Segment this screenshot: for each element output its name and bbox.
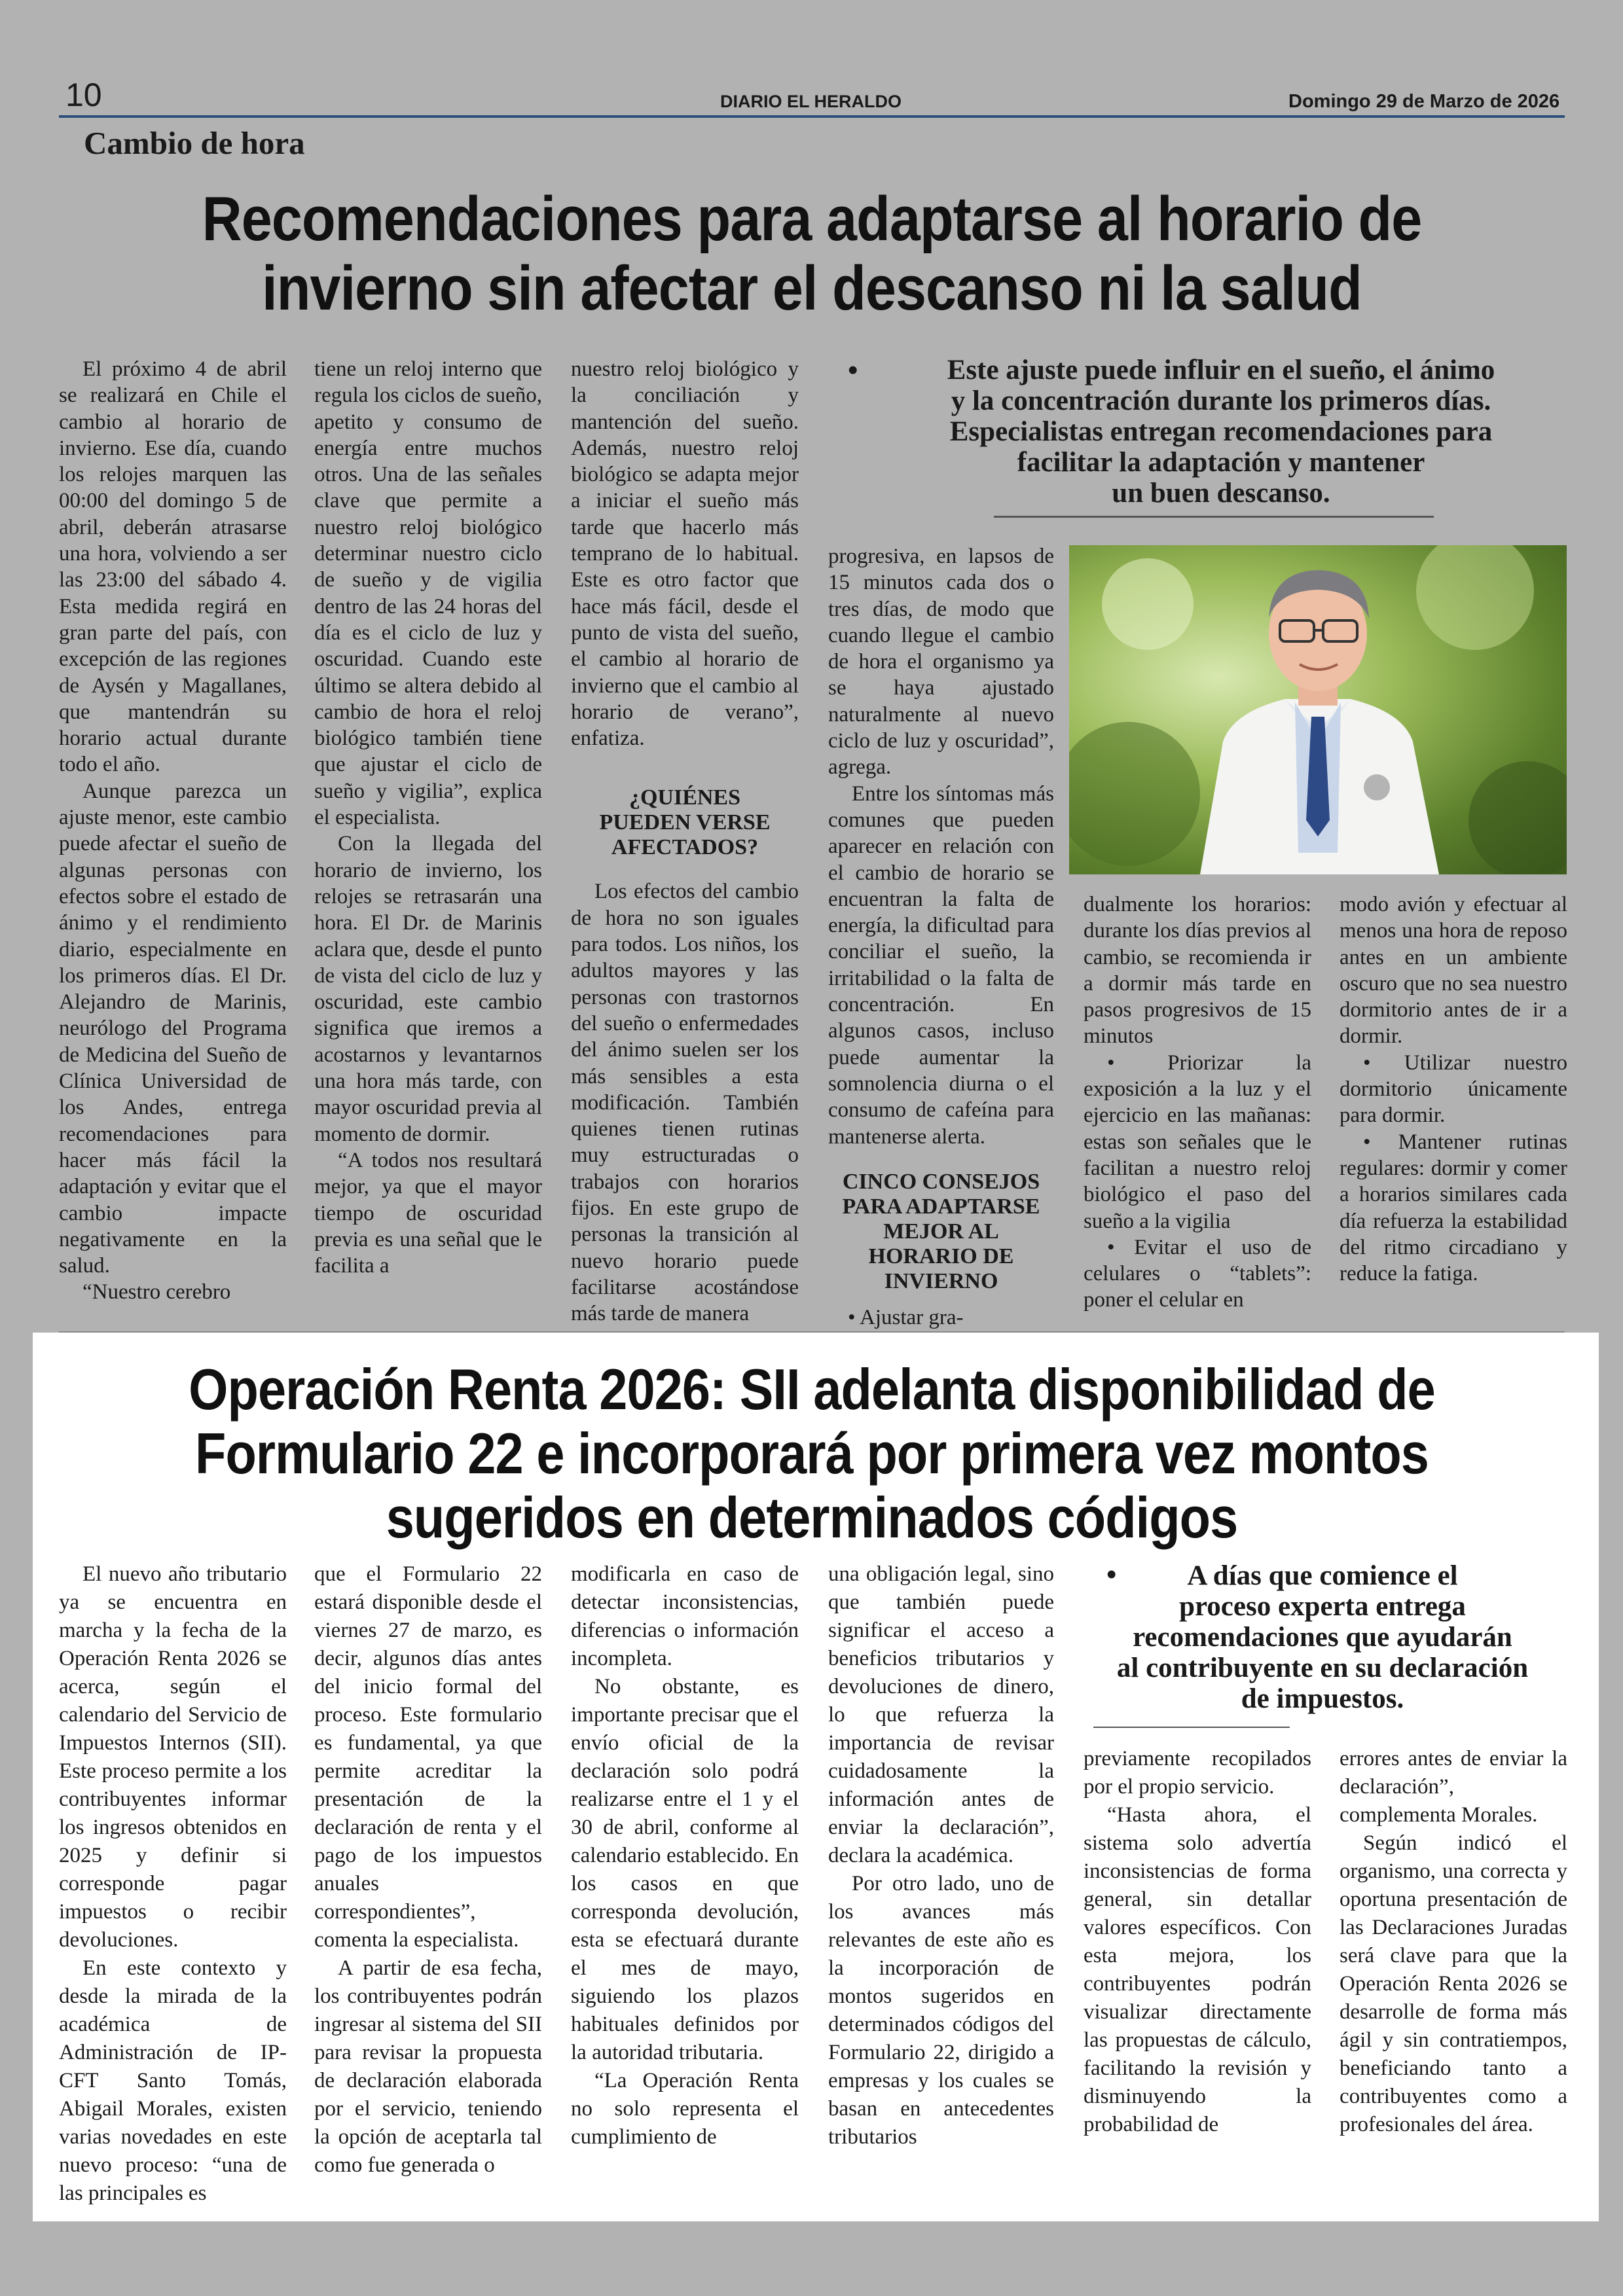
- article1-headline-line1: Recomendaciones para adaptarse al horario de: [202, 184, 1422, 254]
- paragraph: “A todos nos resultará mejor, ya que el mayor tiempo de oscuridad previa es una señal que le facilita a: [314, 1148, 542, 1278]
- paragraph: modo avión y efectuar al menos una hora de reposo antes en un ambiente oscuro que no sea nuestro dormitorio antes de ir a dormir.: [1340, 893, 1567, 1049]
- issue-date: Domingo 29 de Marzo de 2026: [1288, 91, 1560, 112]
- article1-col5: [1084, 891, 1311, 1314]
- article2-col1: [59, 1560, 287, 2208]
- lead2-rule: [1093, 1727, 1290, 1728]
- article2-col5: [1084, 1745, 1311, 2139]
- lead-line: un buen descanso.: [1112, 478, 1330, 509]
- paragraph: Entre los síntomas más comunes que pueden aparecer en relación con el cambio de horario se encuentran la falta de energía, la dificultad para conciliar el sueño, la irritabilidad o la falta de concentración. En algunos casos, incluso puede aumentar la somnolencia diurna o el consumo de cafeína para mantenerse alerta.: [828, 781, 1054, 1149]
- paragraph: modificarla en caso de detectar inconsistencias, diferencias o información incompleta.: [571, 1562, 799, 1670]
- article2-headline: [155, 1357, 1468, 1550]
- article1-col1: [59, 356, 287, 1306]
- doctor-portrait-illustration: [1069, 545, 1567, 874]
- paragraph: Por otro lado, uno de los avances más relevantes de este año es la incorporación de montos sugeridos en determinados códigos del Formulario 22, dirigido a empresas y los cuales se basan en antecedentes tributarios: [828, 1872, 1054, 2149]
- paragraph: tiene un reloj interno que regula los ciclos de sueño, apetito y consumo de energía entre muchos otros. Una de las señales clave que permite a nuestro reloj biológico determinar nuestro ciclo de sueño y de vigilia dentro de las 24 horas del día es el ciclo de luz y oscuridad. Cuando este último se altera debido al cambio de hora el reloj biológico también tiene que ajustar el ciclo de sueño y vigilia”, explica el especialista.: [314, 357, 542, 830]
- lead-rule: [994, 516, 1434, 518]
- paragraph: El nuevo año tributario ya se encuentra en marcha y la fecha de la Operación Renta 2026 se acerca, según el calendario del Servicio de Impuestos Internos (SII). Este proceso permite a los contribuyentes informar los ingresos obtenidos en 2025 y definir si corresponde pagar impuestos o recibir devoluciones.: [59, 1562, 287, 1952]
- paper-name: DIARIO EL HERALDO: [720, 92, 902, 111]
- paragraph: Según indicó el organismo, una correcta y oportuna presentación de las Declaraciones Juradas será clave para que la Operación Renta 2026 se desarrolle de forma más ágil y sin contratiempos, beneficiando tanto a contribuyentes como a profesionales del área.: [1340, 1831, 1567, 2136]
- article1-col3: [571, 356, 799, 1327]
- paragraph: El próximo 4 de abril se realizará en Chile el cambio al horario de invierno. Ese día, cuando los relojes marquen las 00:00 del domingo 5 de abril, deberán atrasarse una hora, volviendo a ser las 23:00 del sábado 4. Esta medida regirá en gran parte del país, con excepción de las regiones de Aysén y Magallanes, que mantendrán su horario actual durante todo el año.: [59, 357, 287, 777]
- subhead-quienes: ¿QUIÉNES PUEDEN VERSE AFECTADOS?: [599, 785, 771, 860]
- paragraph: errores antes de enviar la declaración”, complementa Morales.: [1340, 1747, 1567, 1827]
- paragraph: • Utilizar nuestro dormitorio únicamente para dormir.: [1340, 1050, 1567, 1128]
- paragraph: • Ajustar gra-: [848, 1305, 964, 1329]
- article1-col2: [314, 356, 542, 1279]
- lead-bullet: •: [848, 354, 858, 386]
- paragraph: No obstante, es importante precisar que el envío oficial de la declaración solo podrá realizarse entre el 1 y el 30 de abril, conforme al calendario establecido. En los casos en que corresponda devolución, esta se efectuará durante el mes de mayo, siguiendo los plazos habituales definidos por la autoridad tributaria.: [571, 1675, 799, 2064]
- page-number: 10: [65, 77, 102, 113]
- lead-line: Este ajuste puede influir en el sueño, el ánimo: [947, 355, 1495, 386]
- article1-headline-line2: invierno sin afectar el descanso ni la salud: [262, 253, 1362, 323]
- lead-line: recomendaciones que ayudarán: [1133, 1622, 1512, 1653]
- paragraph: • Mantener rutinas regulares: dormir y comer a horarios similares cada día refuerza la estabilidad del ritmo circadiano y reduce la fatiga.: [1340, 1130, 1567, 1286]
- article2-headline-line3: sugeridos en determinados códigos: [386, 1485, 1238, 1550]
- article1-col6: [1340, 891, 1567, 1287]
- paragraph: nuestro reloj biológico y la conciliación y mantención del sueño. Además, nuestro reloj biológico se adapta mejor a iniciar el sueño más tarde que hacerlo más temprano de lo habitual. Este es otro factor que hace más fácil, desde el punto de vista del sueño, el cambio al horario de invierno que el cambio al horario de verano”, enfatiza.: [571, 357, 799, 751]
- paragraph: previamente recopilados por el propio servicio.: [1084, 1747, 1311, 1799]
- paragraph: “Hasta ahora, el sistema solo advertía inconsistencias de forma general, sin detallar valores específicos. Con esta mejora, los contribuyentes podrán visualizar directamente las propuestas de cálculo, facilitando la revisión y disminuyendo la probabilidad de: [1084, 1803, 1311, 2136]
- lead-line: al contribuyente en su declaración: [1116, 1653, 1529, 1683]
- paragraph: una obligación legal, sino que también puede significar el acceso a beneficios tributarios y devoluciones de dinero, lo que refuerza la importancia de revisar cuidadosamente la información antes de enviar la declaración”, declara la académica.: [828, 1562, 1054, 1867]
- paragraph: Los efectos del cambio de hora no son iguales para todos. Los niños, los adultos mayores y las personas con trastornos del sueño o enfermedades del ánimo suelen ser los más sensibles a esta modificación. También quienes tienen rutinas muy estructuradas o trabajos con horarios fijos. En este grupo de personas la transición al nuevo horario puede facilitarse acostándose más tarde de manera: [571, 880, 799, 1326]
- article2-col2: [314, 1560, 542, 2179]
- header-rule: [59, 115, 1565, 118]
- paragraph: “Nuestro cerebro: [82, 1280, 231, 1304]
- paragraph: que el Formulario 22 estará disponible desde el viernes 27 de marzo, es decir, algunos días antes del inicio formal del proceso. Este formulario es fundamental, ya que permite acreditar la presentación de la declaración de renta y el pago de los impuestos anuales correspondientes”, comenta la especialista.: [314, 1562, 542, 1952]
- subhead-consejos: CINCO CONSEJOS PARA ADAPTARSE MEJOR AL HORARIO DE INVIERNO: [842, 1169, 1040, 1293]
- lead-line: Especialistas entregan recomendaciones para: [949, 416, 1493, 447]
- lead-line: facilitar la adaptación y mantener: [1017, 447, 1425, 478]
- article2-headline-line2: Formulario 22 e incorporará por primera vez montos: [195, 1421, 1429, 1486]
- article1-headline: [155, 185, 1468, 323]
- article1-col4: [828, 543, 1054, 1331]
- paragraph: progresiva, en lapsos de 15 minutos cada dos o tres días, de modo que cuando llegue el cambio de hora el organismo ya se haya ajustado naturalmente al nuevo ciclo de luz y oscuridad”, agrega.: [828, 545, 1054, 780]
- article2-lead: [1080, 1560, 1565, 1714]
- paragraph: En este contexto y desde la mirada de la académica de Administración de IP-CFT Santo Tomás, Abigail Morales, existen varias novedades en este nuevo proceso: “una de las principales es: [59, 1956, 287, 2205]
- paragraph: • Priorizar la exposición a la luz y el ejercicio en las mañanas: estas son señales que le facilitan a nuestro reloj biológico el paso del sueño a la vigilia: [1084, 1050, 1311, 1233]
- lead-line: y la concentración durante los primeros días.: [951, 386, 1491, 416]
- paragraph: Con la llegada del horario de invierno, los relojes se retrasarán una hora. El Dr. de Marinis aclara que, desde el punto de vista del ciclo de luz y oscuridad, este cambio significa que iremos a acostarnos y levantarnos una hora más tarde, con mayor oscuridad previa al momento de dormir.: [314, 832, 542, 1146]
- doctor-photo: [1069, 545, 1567, 874]
- paragraph: • Evitar el uso de celulares o “tablets”: poner el celular en: [1084, 1235, 1311, 1312]
- lead-line: de impuestos.: [1241, 1683, 1404, 1714]
- paragraph: Aunque parezca un ajuste menor, este cambio puede afectar el sueño de algunas personas con efectos sobre el estado de ánimo y el rendimiento diario, especialmente en los primeros días. El Dr. Alejandro de Marinis, neurólogo del Programa de Medicina del Sueño de Clínica Universidad de los Andes, entrega recomendaciones para hacer más fácil la adaptación y evitar que el cambio impacte negativamente en la salud.: [59, 779, 287, 1278]
- article2-headline-line1: Operación Renta 2026: SII adelanta disponibilidad de: [189, 1357, 1435, 1422]
- lead-line: A días que comience el: [1187, 1560, 1458, 1591]
- lead-line: proceso experta entrega: [1179, 1591, 1466, 1622]
- paragraph: “La Operación Renta no solo representa el cumplimiento de: [571, 2069, 799, 2149]
- paragraph: A partir de esa fecha, los contribuyentes podrán ingresar al sistema del SII para revisar la propuesta de declaración elaborada por el servicio, teniendo la opción de aceptarla tal como fue generada o: [314, 1956, 542, 2177]
- article1-lead: [864, 355, 1578, 509]
- section-label: Cambio de hora: [84, 125, 305, 161]
- article2-col4: [828, 1560, 1054, 2151]
- article2-col6: [1340, 1745, 1567, 2139]
- paragraph: dualmente los horarios: durante los días previos al cambio, se recomienda ir a dormir más tarde en pasos progresivos de 15 minutos: [1084, 893, 1311, 1049]
- article2-col3: [571, 1560, 799, 2151]
- lead2-bullet: •: [1106, 1558, 1117, 1590]
